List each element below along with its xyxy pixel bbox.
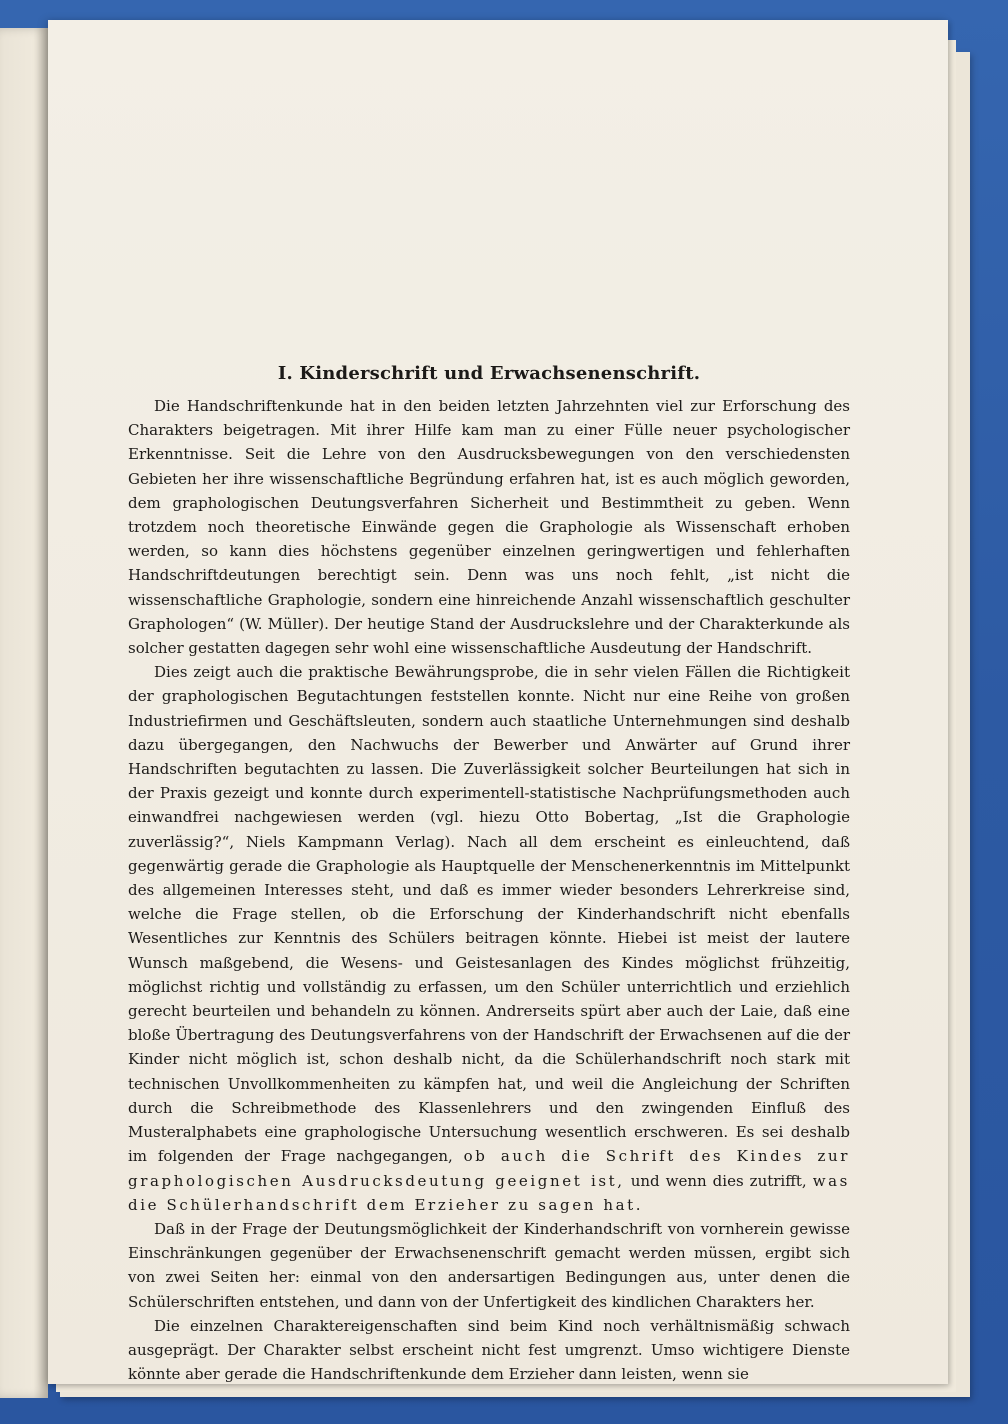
paragraph-2 bbox=[128, 660, 850, 1217]
paragraph-3: Daß in der Frage der Deutungsmöglichkeit der Kinderhandschrift von vornherein gewisse Einschränkungen gegenüber der Erwachsenenschrift gemacht werden müssen, ergibt sich von zwei Seiten her: einmal von den andersartigen Bedingungen aus, unter denen die Schülerschriften entstehen, und dann von der Unfertigkeit des kindlichen Charakters her. bbox=[128, 1219, 850, 1311]
chapter-body bbox=[128, 363, 850, 1386]
emphasis-question-2: was die Schülerhandschrift dem Erzieher zu sagen hat. bbox=[128, 1171, 850, 1214]
emphasis-question-1: ob auch die Schrift des Kindes zur graphologischen Ausdrucksdeutung geeignet ist, bbox=[128, 1147, 850, 1190]
paragraph-2-text: Dies zeigt auch die praktische Bewährungsprobe, die in sehr vielen Fällen die Richtigkeit der graphologischen Begutachtungen feststellen konnte. Nicht nur eine Reihe von großen Industriefirmen und Geschäftsleuten, sondern auch staatliche Unternehmungen sind deshalb dazu übergegangen, den Nachwuchs der Bewerber und Anwärter auf Grund ihrer Handschriften begutachten zu lassen. Die Zuverlässigkeit solcher Beurteilungen hat sich in der Praxis gezeigt und konnte durch experimentell-statistische Nachprüfungsmethoden auch einwandfrei nachgewiesen werden (vgl. hiezu Otto Bobertag, „Ist die Graphologie zuverlässig?“, Niels Kampmann Verlag). Nach all dem erscheint es einleuchtend, daß gegenwärtig gerade die Graphologie als Hauptquelle der Menschenerkenntnis im Mittelpunkt des allgemeinen Interesses steht, und daß es immer wieder besonders Lehrerkreise sind, welche die Frage stellen, ob die Erforschung der Kinderhandschrift nicht ebenfalls Wesentliches zur Kenntnis des Schülers beitragen könnte. Hiebei ist meist der lautere Wunsch maßgebend, die Wesens- und Geistesanlagen des Kindes möglichst frühzeitig, möglichst richtig und vollständig zu erfassen, um den Schüler unterrichtlich und erziehlich gerecht beurteilen und behandeln zu können. Andrerseits spürt aber auch der Laie, daß eine bloße Übertragung des Deutungsverfahrens von der Handschrift der Erwachsenen auf die der Kinder nicht möglich ist, schon deshalb nicht, da die Schülerhandschrift noch stark mit technischen Unvollkommenheiten zu kämpfen hat, und weil die Angleichung der Schriften durch die Schreibmethode des Klassenlehrers und den zwingenden Einfluß des Musteralphabets eine graphologische Untersuchung wesentlich erschweren. Es sei deshalb im folgenden der Frage nachgegangen, bbox=[128, 663, 850, 1166]
chapter-heading: I. Kinderschrift und Erwachsenenschrift. bbox=[277, 363, 701, 384]
paragraph-4: Die einzelnen Charaktereigenschaften sind beim Kind noch verhältnismäßig schwach ausgeprägt. Der Charakter selbst erscheint nicht fest umgrenzt. Umso wichtigere Dienste könnte aber gerade die Handschriftenkunde dem Erzieher dann leisten, wenn sie bbox=[128, 1316, 850, 1384]
paragraph-1: Die Handschriftenkunde hat in den beiden letzten Jahrzehnten viel zur Erforschung des Charakters beigetragen. Mit ihrer Hilfe kam man zu einer Fülle neuer psychologischer Erkenntnisse. Seit die Lehre von den Ausdrucksbewegungen von den verschiedensten Gebieten her ihre wissenschaftliche Begründung erfahren hat, ist es auch möglich geworden, dem graphologischen Deutungsverfahren Sicherheit und Bestimmtheit zu geben. Wenn trotzdem noch theoretische Einwände gegen die Graphologie als Wissenschaft erhoben werden, so kann dies höchstens gegenüber einzelnen geringwertigen und fehlerhaften Handschriftdeutungen berechtigt sein. Denn was uns noch fehlt, „ist nicht die wissenschaftliche Graphologie, sondern eine hinreichende Anzahl wissenschaftlich geschulter Graphologen“ (W. Müller). Der heutige Stand der Ausdruckslehre und der Charakterkunde als solcher gestatten dagegen sehr wohl eine wissenschaftliche Ausdeutung der Handschrift. bbox=[128, 397, 850, 658]
paragraph-2-middle: und wenn dies zutrifft, bbox=[630, 1171, 807, 1190]
facing-page-edge bbox=[0, 28, 48, 1398]
book-page bbox=[48, 20, 948, 1384]
